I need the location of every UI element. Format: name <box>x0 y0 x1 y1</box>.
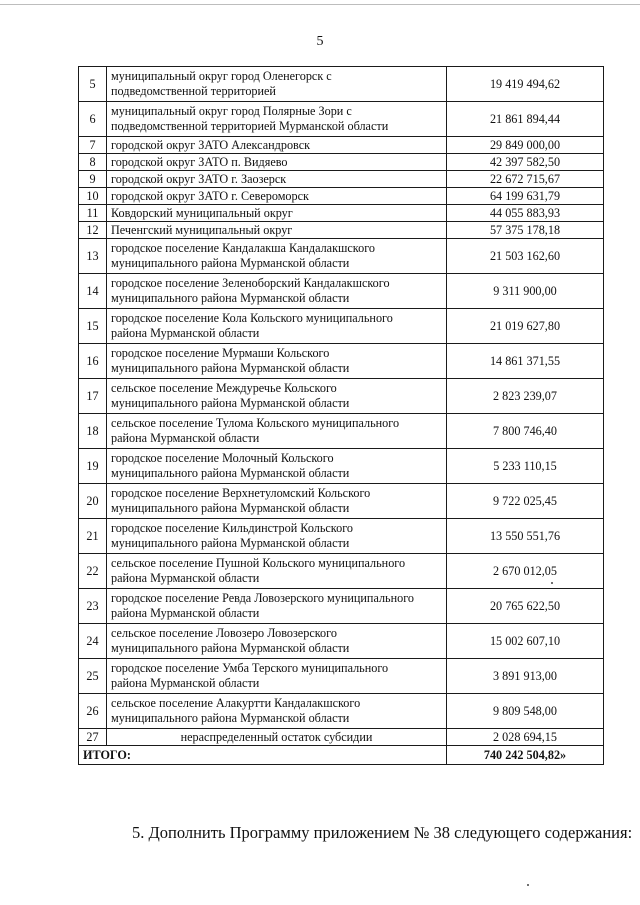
row-amount: 5 233 110,15 <box>447 449 604 484</box>
row-name <box>107 519 447 554</box>
row-name-line: муниципального района Мурманской области <box>111 536 350 550</box>
row-amount: 9 809 548,00 <box>447 694 604 729</box>
row-number: 24 <box>79 624 107 659</box>
row-name-line: муниципальный округ город Полярные Зори с <box>111 104 352 118</box>
row-name-line: подведомственной территорией <box>111 84 276 98</box>
row-amount: 2 028 694,15 <box>447 729 604 746</box>
row-number: 11 <box>79 205 107 222</box>
table-row <box>79 484 604 519</box>
table-row <box>79 309 604 344</box>
table-row <box>79 222 604 239</box>
row-number: 22 <box>79 554 107 589</box>
row-name: нераспределенный остаток субсидии <box>107 729 447 746</box>
row-name <box>107 659 447 694</box>
table-body <box>79 67 604 765</box>
row-amount: 9 722 025,45 <box>447 484 604 519</box>
row-name-line: городское поселение Молочный Кольского <box>111 451 334 465</box>
table-row <box>79 205 604 222</box>
row-name <box>107 484 447 519</box>
row-number: 7 <box>79 137 107 154</box>
row-amount: 44 055 883,93 <box>447 205 604 222</box>
row-number: 21 <box>79 519 107 554</box>
row-name-line: городской округ ЗАТО г. Североморск <box>111 188 309 203</box>
row-amount: 13 550 551,76 <box>447 519 604 554</box>
row-amount: 9 311 900,00 <box>447 274 604 309</box>
row-amount: 57 375 178,18 <box>447 222 604 239</box>
row-amount: 2 823 239,07 <box>447 379 604 414</box>
row-number: 20 <box>79 484 107 519</box>
row-name-line: сельское поселение Междуречье Кольского <box>111 381 337 395</box>
row-amount: 21 503 162,60 <box>447 239 604 274</box>
row-name-line: городской округ ЗАТО п. Видяево <box>111 154 288 169</box>
table-row <box>79 379 604 414</box>
row-name-line: муниципального района Мурманской области <box>111 396 350 410</box>
table-row <box>79 171 604 188</box>
table-row <box>79 519 604 554</box>
scan-speck <box>527 884 529 886</box>
row-number: 18 <box>79 414 107 449</box>
table-row <box>79 414 604 449</box>
top-border-line <box>0 4 640 5</box>
row-number: 16 <box>79 344 107 379</box>
row-amount: 14 861 371,55 <box>447 344 604 379</box>
row-name-line: городское поселение Кола Кольского муниципального <box>111 311 393 325</box>
table-row <box>79 554 604 589</box>
row-number: 5 <box>79 67 107 102</box>
row-number: 12 <box>79 222 107 239</box>
row-name-line: муниципального района Мурманской области <box>111 291 350 305</box>
row-name-line: муниципального района Мурманской области <box>111 466 350 480</box>
row-amount: 20 765 622,50 <box>447 589 604 624</box>
row-name-line: муниципального района Мурманской области <box>111 711 350 725</box>
row-name-line: муниципальный округ город Оленегорск с <box>111 69 332 83</box>
row-name-line: сельское поселение Пушной Кольского муниципального <box>111 556 406 570</box>
row-name <box>107 171 447 188</box>
table-row <box>79 344 604 379</box>
row-name-line: подведомственной территорией Мурманской области <box>111 119 389 133</box>
row-name-line: района Мурманской области <box>111 326 260 340</box>
row-amount: 19 419 494,62 <box>447 67 604 102</box>
table-row <box>79 188 604 205</box>
row-amount: 15 002 607,10 <box>447 624 604 659</box>
row-name <box>107 694 447 729</box>
row-name <box>107 624 447 659</box>
row-name <box>107 137 447 154</box>
row-name-line: Печенгский муниципальный округ <box>111 222 293 237</box>
table-row <box>79 694 604 729</box>
row-amount: 22 672 715,67 <box>447 171 604 188</box>
row-number: 8 <box>79 154 107 171</box>
row-name <box>107 239 447 274</box>
row-amount: 21 019 627,80 <box>447 309 604 344</box>
row-name-line: муниципального района Мурманской области <box>111 256 350 270</box>
row-number: 27 <box>79 729 107 746</box>
row-name-line: района Мурманской области <box>111 571 260 585</box>
table-row <box>79 274 604 309</box>
row-amount: 3 891 913,00 <box>447 659 604 694</box>
row-amount: 42 397 582,50 <box>447 154 604 171</box>
total-label: ИТОГО: <box>79 746 447 765</box>
table-row-total <box>79 746 604 765</box>
row-amount: 64 199 631,79 <box>447 188 604 205</box>
row-name <box>107 554 447 589</box>
row-name-line: муниципального района Мурманской области <box>111 641 350 655</box>
row-name-line: городское поселение Кандалакша Кандалакшского <box>111 241 375 255</box>
row-name-line: городское поселение Зеленоборский Кандалакшского <box>111 276 390 290</box>
row-name <box>107 589 447 624</box>
row-name-line: городское поселение Умба Терского муниципального <box>111 661 389 675</box>
table-row <box>79 137 604 154</box>
row-name-line: городской округ ЗАТО Александровск <box>111 137 311 152</box>
row-name-line: Ковдорский муниципальный округ <box>111 205 293 220</box>
table-row <box>79 659 604 694</box>
row-number: 15 <box>79 309 107 344</box>
row-name-line: городское поселение Верхнетуломский Кольского <box>111 486 371 500</box>
row-name <box>107 274 447 309</box>
row-number: 25 <box>79 659 107 694</box>
row-name-line: сельское поселение Ловозеро Ловозерского <box>111 626 337 640</box>
row-number: 10 <box>79 188 107 205</box>
row-name <box>107 344 447 379</box>
row-name-line: сельское поселение Тулома Кольского муниципального <box>111 416 400 430</box>
subsidy-allocation-table <box>78 66 604 765</box>
row-number: 9 <box>79 171 107 188</box>
row-name <box>107 449 447 484</box>
row-name-line: сельское поселение Алакуртти Кандалакшского <box>111 696 361 710</box>
row-name <box>107 379 447 414</box>
table-row <box>79 239 604 274</box>
row-number: 19 <box>79 449 107 484</box>
total-amount: 740 242 504,82» <box>447 746 604 765</box>
row-number: 6 <box>79 102 107 137</box>
row-number: 23 <box>79 589 107 624</box>
row-name-line: района Мурманской области <box>111 676 260 690</box>
row-number: 13 <box>79 239 107 274</box>
row-amount: 21 861 894,44 <box>447 102 604 137</box>
page-number: 5 <box>316 34 324 49</box>
row-number: 14 <box>79 274 107 309</box>
row-name <box>107 205 447 222</box>
row-name-line: городской округ ЗАТО г. Заозерск <box>111 171 287 186</box>
row-name <box>107 188 447 205</box>
row-name-line: городское поселение Ревда Ловозерского муниципального <box>111 591 415 605</box>
row-name <box>107 102 447 137</box>
table-row <box>79 67 604 102</box>
table-row <box>79 589 604 624</box>
row-name <box>107 309 447 344</box>
row-name-line: района Мурманской области <box>111 606 260 620</box>
amendment-instruction: 5. Дополнить Программу приложением № 38 следующего содержания: <box>132 823 633 842</box>
table-row <box>79 102 604 137</box>
row-name-line: городское поселение Мурмаши Кольского <box>111 346 330 360</box>
row-name <box>107 154 447 171</box>
row-number: 26 <box>79 694 107 729</box>
row-name <box>107 67 447 102</box>
table-row <box>79 154 604 171</box>
row-amount: 7 800 746,40 <box>447 414 604 449</box>
table-row <box>79 449 604 484</box>
row-name-line: района Мурманской области <box>111 431 260 445</box>
row-name-line: муниципального района Мурманской области <box>111 361 350 375</box>
row-name <box>107 222 447 239</box>
row-name <box>107 414 447 449</box>
row-name-line: городское поселение Кильдинстрой Кольского <box>111 521 353 535</box>
table-row <box>79 624 604 659</box>
table-row-remainder <box>79 729 604 746</box>
scan-speck <box>551 582 553 584</box>
row-amount: 29 849 000,00 <box>447 137 604 154</box>
row-number: 17 <box>79 379 107 414</box>
row-amount: 2 670 012,05 <box>447 554 604 589</box>
row-name-line: муниципального района Мурманской области <box>111 501 350 515</box>
